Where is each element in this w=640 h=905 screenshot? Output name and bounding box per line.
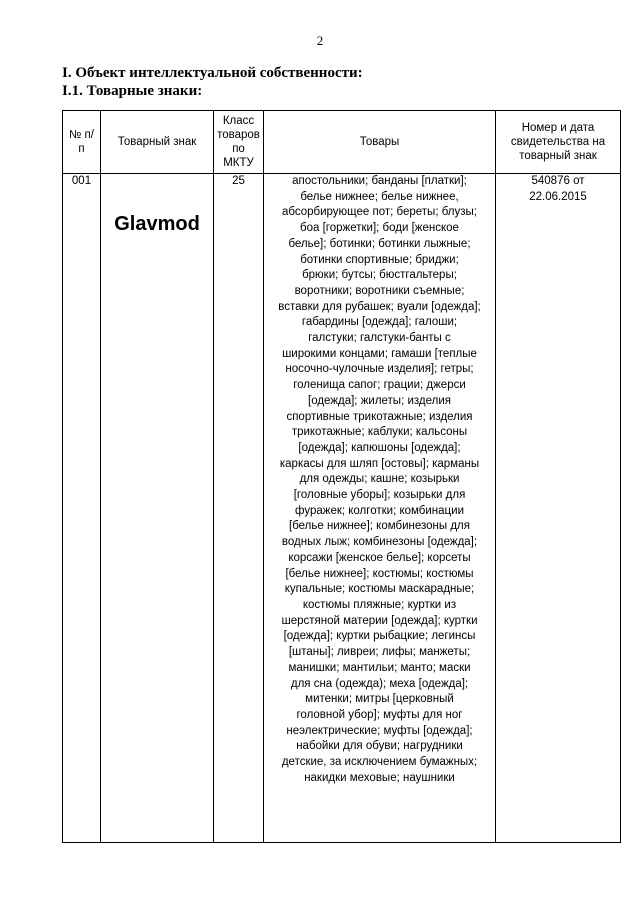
goods-line: [белье нижнее]; комбинезоны для: [289, 520, 470, 533]
goods-line: головной убор]; муфты для ног: [296, 708, 463, 721]
goods-line: для сна (одежда); меха [одежда];: [290, 677, 469, 690]
trademark-logo: Glavmod: [114, 213, 200, 235]
goods-cell: [264, 174, 496, 843]
goods-line: [белье нижнее]; костюмы; костюмы: [285, 567, 474, 580]
registration-cell: [496, 174, 621, 843]
goods-line: купальные; костюмы маскарадные;: [284, 583, 475, 596]
goods-line: [штаны]; ливреи; лифы; манжеты;: [288, 646, 471, 659]
goods-line: неэлектрические; муфты [одежда];: [286, 724, 473, 737]
goods-line: галстуки; галстуки-банты с: [308, 332, 451, 345]
goods-line: фуражек; колготки; комбинации: [295, 504, 464, 517]
goods-line: водных лыж; комбинезоны [одежда];: [281, 536, 478, 549]
goods-line: белье нижнее; белье нижнее,: [300, 190, 459, 203]
goods-line: брюки; бутсы; бюстгальтеры;: [302, 269, 457, 282]
header-goods: Товары: [264, 111, 496, 174]
goods-line: воротники; воротники съемные;: [294, 284, 465, 297]
goods-line: шерстяной материи [одежда]; куртки: [281, 614, 478, 627]
goods-line: носочно-чулочные изделия]; гетры;: [285, 363, 474, 376]
goods-line: спортивные трикотажные; изделия: [286, 410, 473, 423]
goods-line: корсажи [женское белье]; корсеты: [288, 551, 471, 564]
header-number: № п/п: [63, 111, 101, 174]
goods-line: каркасы для шляп [остовы]; карманы: [279, 457, 480, 470]
header-trademark: Товарный знак: [101, 111, 214, 174]
goods-line: [одежда]; куртки рыбацкие; легинсы: [283, 630, 476, 643]
goods-line: широкими концами; гамаши [теплые: [282, 347, 477, 360]
page-number: 2: [316, 33, 324, 48]
goods-line: [одежда]; капюшоны [одежда];: [298, 441, 461, 454]
goods-line: детские, за исключением бумажных;: [281, 756, 478, 769]
goods-list: [267, 174, 492, 786]
goods-line: белье]; ботинки; ботинки лыжные;: [288, 237, 471, 250]
goods-line: костюмы пляжные; куртки из: [302, 598, 457, 611]
goods-line: манишки; мантильи; манто; маски: [288, 661, 471, 674]
goods-line: апостольники; банданы [платки];: [292, 175, 467, 187]
goods-line: [головные уборы]; козырьки для: [293, 489, 466, 502]
goods-line: набойки для обуви; нагрудники: [296, 740, 463, 753]
table-header-row: [63, 111, 621, 174]
trademark-cell: [101, 174, 214, 843]
table-row: [63, 174, 621, 843]
goods-line: голенища сапог; грации; джерси: [293, 379, 466, 392]
row-number: 001: [63, 174, 101, 843]
goods-line: накидки меховые; наушники: [304, 771, 455, 784]
goods-line: боа [горжетки]; боди [женское: [300, 222, 459, 235]
trademarks-table: [62, 110, 621, 843]
goods-line: габардины [одежда]; галоши;: [301, 316, 458, 329]
goods-line: для одежды; кашне; козырьки: [299, 473, 460, 486]
header-registration: Номер и дата свидетельства на товарный знак: [496, 111, 621, 174]
registration-date: 22.06.2015: [529, 190, 587, 203]
goods-line: митенки; митры [церковный: [305, 693, 454, 706]
header-class: Класс товаров по МКТУ: [214, 111, 264, 174]
goods-line: вставки для рубашек; вуали [одежда];: [278, 300, 481, 313]
goods-line: ботинки спортивные; бриджи;: [300, 253, 459, 266]
registration-number: 540876 от: [531, 175, 585, 187]
goods-line: [одежда]; жилеты; изделия: [308, 394, 451, 407]
subsection-heading: I.1. Товарные знаки:: [62, 83, 203, 99]
goods-line: абсорбирующее пот; береты; блузы;: [282, 206, 477, 219]
section-heading: I. Объект интеллектуальной собственности:: [62, 65, 363, 81]
class-cell: 25: [214, 174, 264, 843]
goods-line: трикотажные; каблуки; кальсоны: [291, 426, 468, 439]
